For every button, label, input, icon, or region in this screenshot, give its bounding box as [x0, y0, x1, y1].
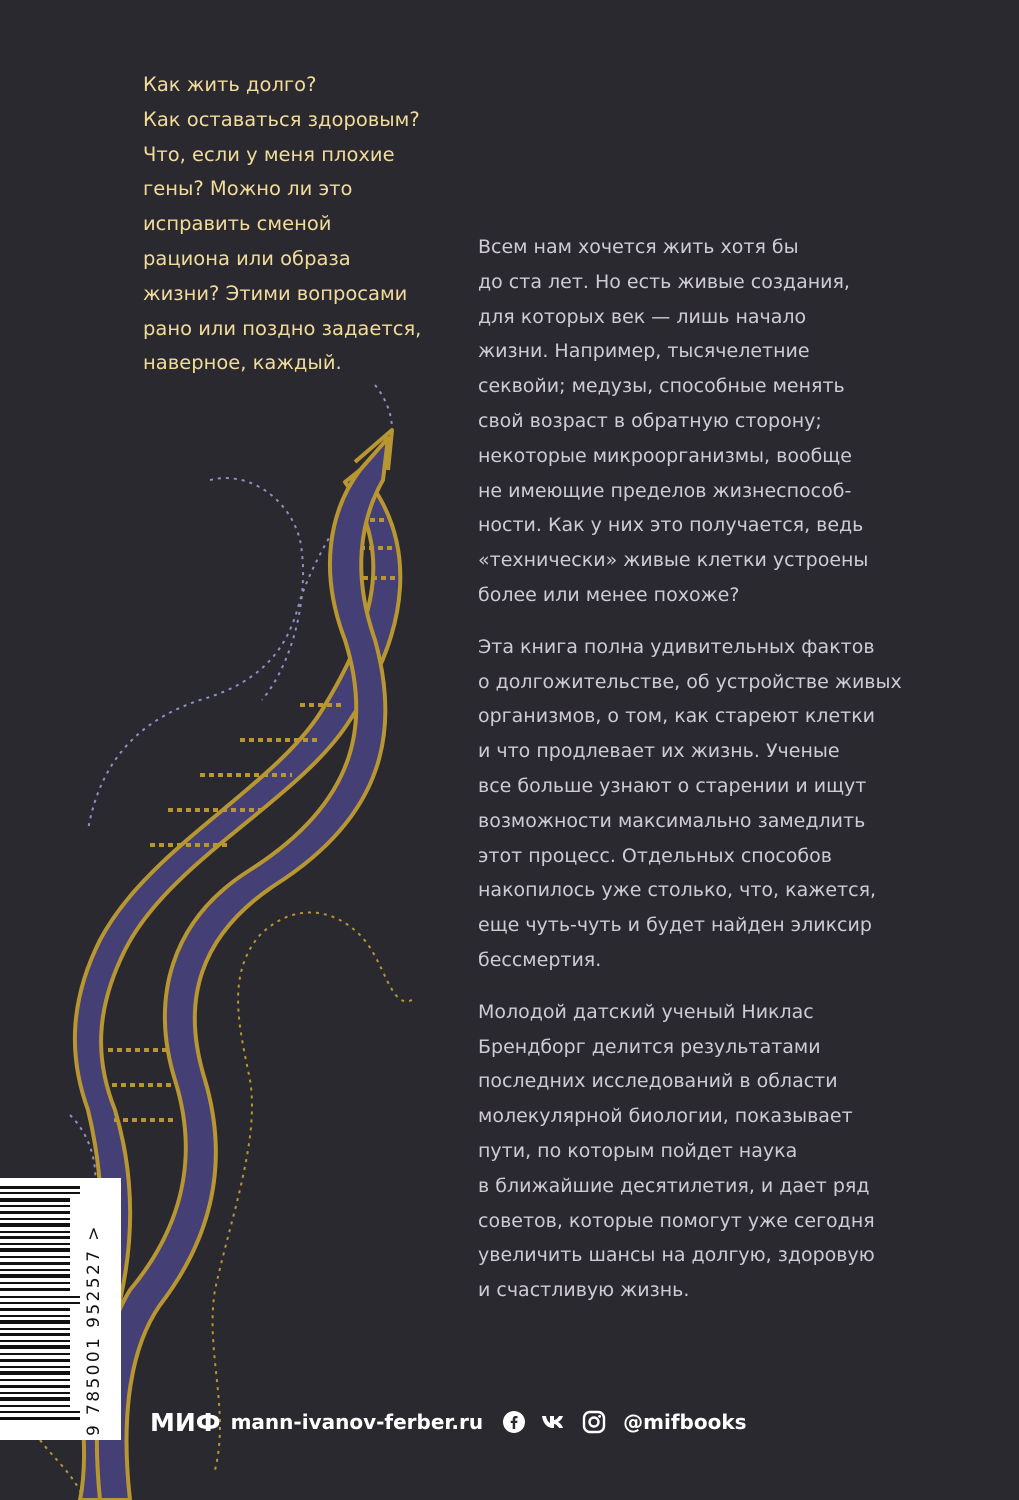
barcode-bars: [0, 1178, 82, 1440]
text-line: «технически» живые клетки устроены: [478, 549, 869, 572]
isbn-digits: 9 785001 952527 >: [84, 1224, 104, 1436]
intro-line: наверное, каждый.: [143, 351, 342, 375]
text-line: возможности максимально замедлить: [478, 809, 866, 832]
facebook-icon[interactable]: [501, 1409, 527, 1435]
intro-line: исправить сменой: [143, 212, 332, 236]
instagram-icon[interactable]: [581, 1409, 607, 1435]
intro-line: рано или поздно задается,: [143, 316, 422, 340]
book-description: [478, 230, 948, 1325]
text-line: увеличить шансы на долгую, здоровую: [478, 1244, 875, 1267]
text-line: о долгожительстве, об устройстве живых: [478, 670, 902, 693]
text-line: Всем нам хочется жить хотя бы: [478, 236, 799, 258]
text-line: более или менее похоже?: [478, 583, 740, 606]
intro-line: рациона или образа: [143, 246, 351, 270]
text-line: пути, по которым пойдет наука: [478, 1139, 798, 1162]
dotted-line-gold-left: [40, 1440, 85, 1500]
intro-line: гены? Можно ли это: [143, 177, 353, 201]
intro-line: Как жить долго?: [143, 73, 317, 96]
description-paragraph-2: [478, 630, 948, 978]
text-line: советов, которые помогут уже сегодня: [478, 1209, 875, 1232]
text-line: последних исследований в области: [478, 1070, 838, 1093]
text-line: бессмертия.: [478, 948, 602, 971]
description-paragraph-1: [478, 230, 948, 613]
text-line: свой возраст в обратную сторону;: [478, 409, 822, 432]
publisher-logo: МИФ: [150, 1407, 221, 1437]
text-line: для которых век — лишь начало: [478, 305, 807, 328]
intro-line: Что, если у меня плохие: [143, 142, 395, 166]
dotted-line-gold-right: [213, 913, 412, 1471]
text-line: Эта книга полна удивительных фактов: [478, 635, 875, 658]
text-line: не имеющие пределов жизнеспособ-: [478, 479, 852, 502]
text-line: Брендборг делится результатами: [478, 1035, 821, 1058]
text-line: все больше узнают о старении и ищут: [478, 774, 867, 797]
vk-icon[interactable]: [541, 1409, 567, 1435]
publisher-footer: [150, 1404, 747, 1440]
text-line: этот процесс. Отдельных способов: [478, 844, 832, 867]
intro-line: жизни? Этими вопросами: [143, 281, 408, 305]
social-handle[interactable]: @mifbooks: [623, 1410, 747, 1434]
text-line: организмов, о том, как стареют клетки: [478, 705, 876, 728]
description-paragraph-3: [478, 995, 948, 1308]
text-line: молекулярной биологии, показывает: [478, 1105, 853, 1128]
text-line: еще чуть-чуть и будет найден эликсир: [478, 914, 872, 937]
helix-strand-front: [97, 438, 388, 1500]
text-line: накопилось уже столько, что, кажется,: [478, 879, 877, 902]
text-line: жизни. Например, тысячелетние: [478, 340, 810, 363]
text-line: до ста лет. Но есть живые создания,: [478, 270, 850, 293]
publisher-website-link[interactable]: mann-ivanov-ferber.ru: [230, 1410, 484, 1434]
text-line: и что продлевает их жизнь. Ученые: [478, 740, 840, 763]
text-line: в ближайшие десятилетия, и дает ряд: [478, 1174, 870, 1197]
intro-line: Как оставаться здоровым?: [143, 107, 420, 131]
text-line: некоторые микроорганизмы, вообще: [478, 444, 852, 467]
text-line: Молодой датский ученый Никлас: [478, 1000, 814, 1023]
dotted-line-lavender-upper: [210, 478, 303, 700]
text-line: секвойи; медузы, способные менять: [478, 375, 845, 398]
text-line: и счастливую жизнь.: [478, 1279, 690, 1302]
text-line: ности. Как у них это получается, ведь: [478, 514, 864, 537]
intro-questions: [143, 68, 463, 381]
